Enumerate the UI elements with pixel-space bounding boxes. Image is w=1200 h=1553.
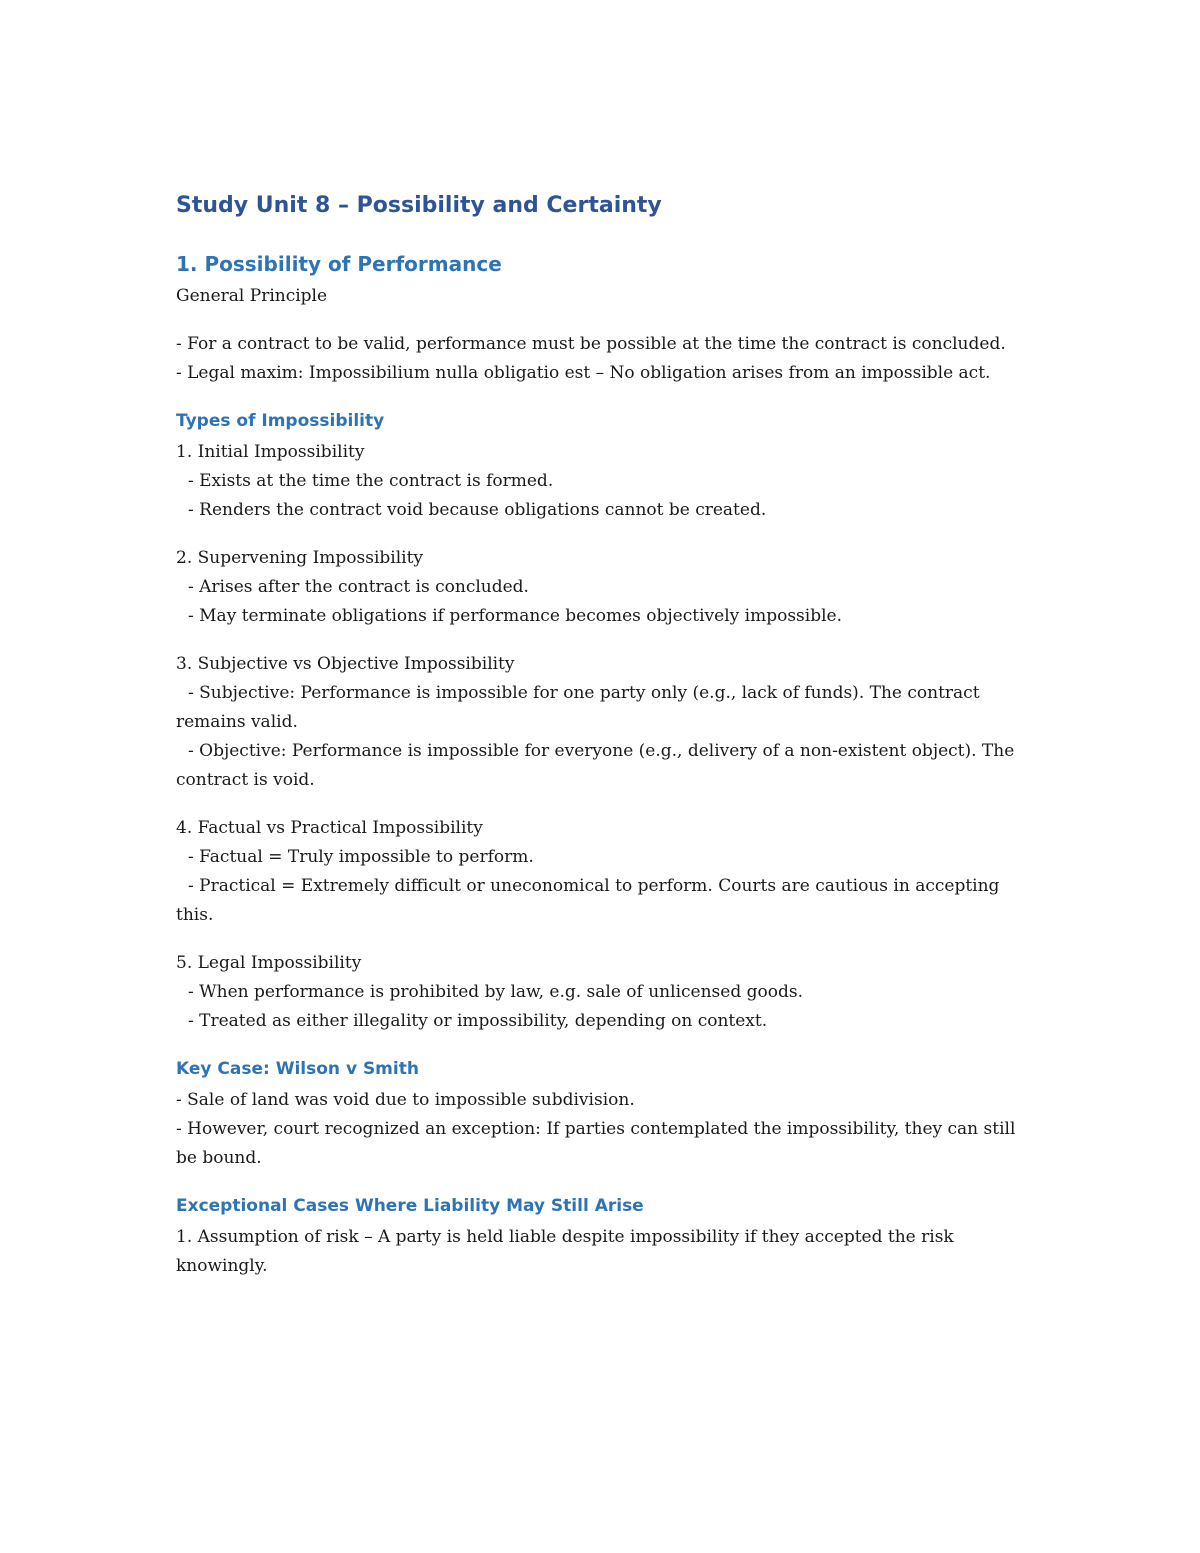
exceptional-line: 1. Assumption of risk – A party is held liable despite impossibility if they accepted the risk knowingly. [176, 1227, 960, 1276]
type-item-initial [176, 438, 1026, 525]
type-item-legal [176, 949, 1026, 1036]
principle-line: - For a contract to be valid, performance must be possible at the time the contract is concluded. [176, 334, 1006, 354]
type-point-text: - Objective: Performance is impossible for everyone (e.g., delivery of a non-existent object). The contract is void. [176, 741, 1020, 790]
type-item-factual-practical [176, 814, 1026, 930]
document-content [176, 186, 1026, 1281]
type-title: 2. Supervening Impossibility [176, 548, 424, 568]
type-point: - Arises after the contract is concluded. [188, 577, 529, 597]
type-point-text: - Practical = Extremely difficult or uneconomical to perform. Courts are cautious in accepting this. [176, 876, 1005, 925]
type-point: - Treated as either illegality or impossibility, depending on context. [188, 1011, 768, 1031]
type-title: 4. Factual vs Practical Impossibility [176, 818, 483, 838]
type-title: 3. Subjective vs Objective Impossibility [176, 654, 515, 674]
type-title: 1. Initial Impossibility [176, 442, 365, 462]
section-heading-possibility: 1. Possibility of Performance [176, 252, 502, 276]
document-title: Study Unit 8 – Possibility and Certainty [176, 193, 662, 218]
general-principle-label: General Principle [176, 286, 328, 306]
type-point: - Factual = Truly impossible to perform. [188, 847, 534, 867]
type-item-subjective-objective [176, 650, 1026, 795]
type-point: - When performance is prohibited by law, e.g. sale of unlicensed goods. [188, 982, 803, 1002]
type-point-text: - Subjective: Performance is impossible for one party only (e.g., lack of funds). The contract remains valid. [176, 683, 985, 732]
principle-block [176, 330, 1026, 388]
exceptional-heading: Exceptional Cases Where Liability May Still Arise [176, 1196, 644, 1216]
type-title: 5. Legal Impossibility [176, 953, 362, 973]
type-point: - May terminate obligations if performance becomes objectively impossible. [188, 606, 842, 626]
type-point [176, 679, 1026, 737]
type-point: - Exists at the time the contract is formed. [188, 471, 554, 491]
type-point: - Renders the contract void because obligations cannot be created. [188, 500, 767, 520]
type-point [176, 737, 1026, 795]
principle-line: - Legal maxim: Impossibilium nulla obligatio est – No obligation arises from an impossible act. [176, 363, 991, 383]
type-item-supervening [176, 544, 1026, 631]
key-case-line: - However, court recognized an exception: If parties contemplated the impossibility, they can still be bound. [176, 1119, 1021, 1168]
key-case-heading: Key Case: Wilson v Smith [176, 1059, 419, 1079]
key-case-line: - Sale of land was void due to impossible subdivision. [176, 1090, 635, 1110]
type-point [176, 872, 1026, 930]
types-heading: Types of Impossibility [176, 411, 385, 431]
